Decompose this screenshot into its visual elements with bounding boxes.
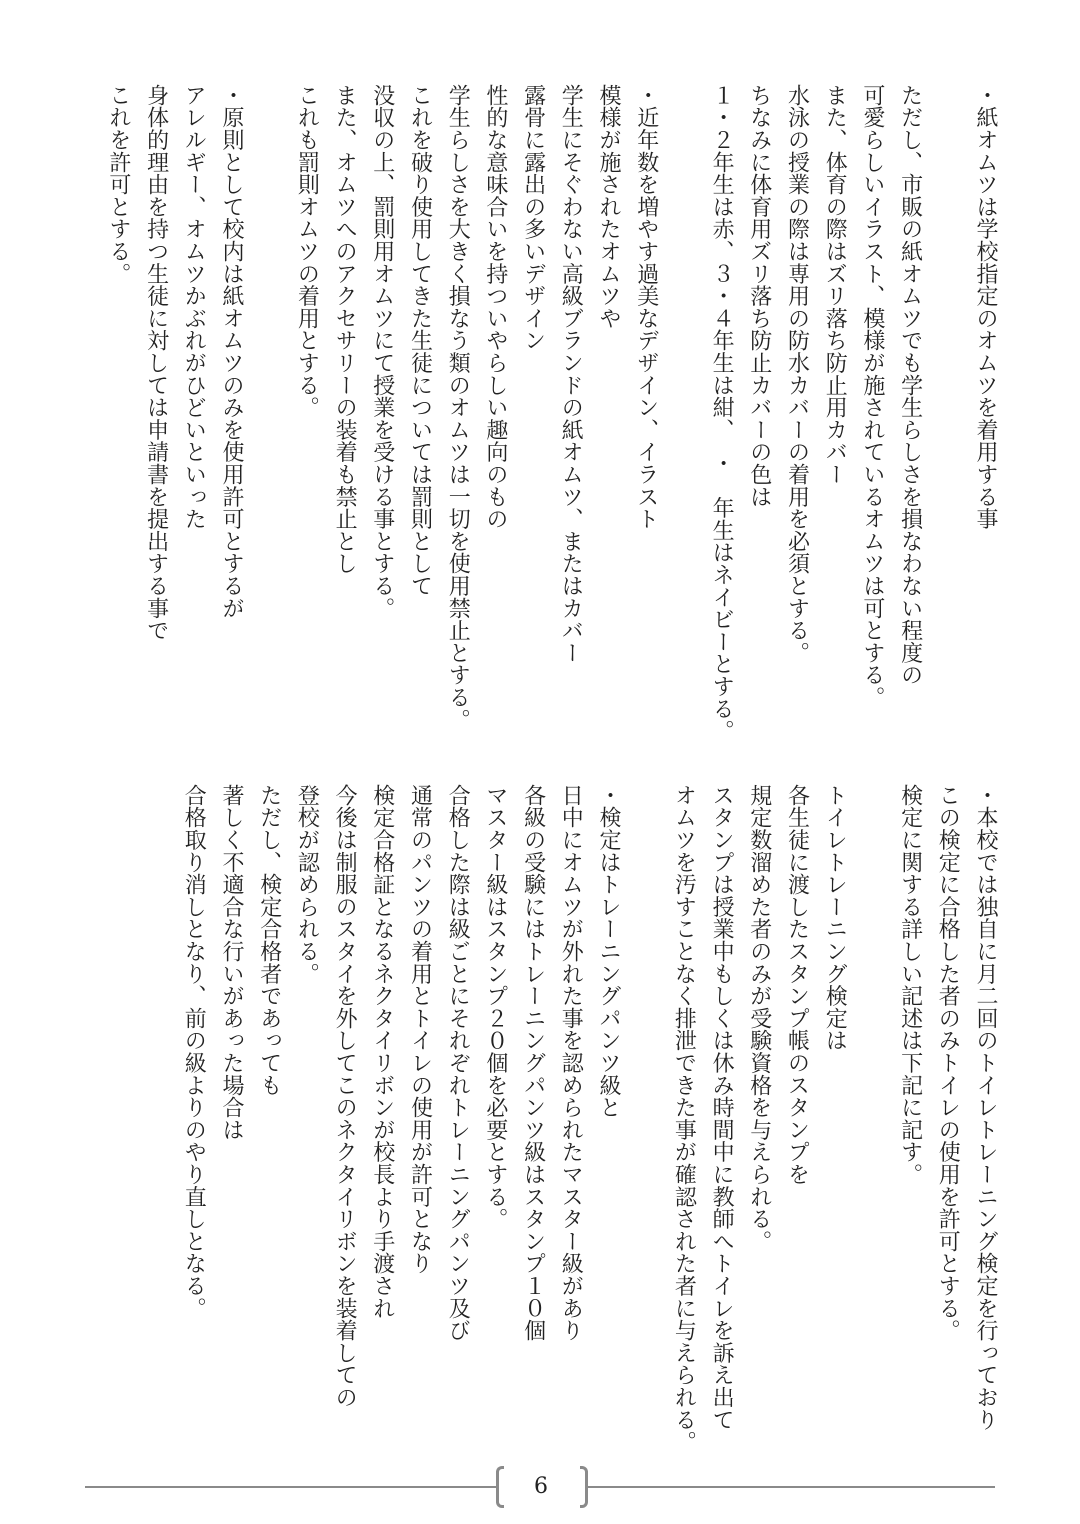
text-column: ちなみに体育用ズリ落ち防止カバーの色は xyxy=(746,84,772,508)
text-column: 身体的理由を持つ生徒に対しては申請書を提出する事で xyxy=(143,84,169,642)
footer-rule-right xyxy=(588,1486,995,1488)
text-column: 検定に関する詳しい記述は下記に記す。 xyxy=(897,784,923,1186)
text-column: 没収の上、罰則用オムツにて授業を受ける事とする。 xyxy=(369,84,395,620)
text-column: マスター級はスタンプ２０個を必要とする。 xyxy=(482,784,508,1230)
text-column: ただし、検定合格者であっても xyxy=(256,784,282,1097)
text-column: ・本校では独自に月二回のトイレトレーニング検定を行っており xyxy=(973,784,998,1431)
text-column: アレルギー、オムツかぶれがひどいといった xyxy=(181,84,207,530)
text-column: スタンプは授業中もしくは休み時間中に教師へトイレを訴え出て xyxy=(709,784,735,1431)
text-column: １・２年生は赤、３・４年生は紺、 ・ 年生はネイビーとする。 xyxy=(709,84,735,742)
text-column: 規定数溜めた者のみが受験資格を与えられる。 xyxy=(746,784,772,1253)
page-number: 6 xyxy=(534,1474,548,1499)
text-column: 合格した際は級ごとにそれぞれトレーニングパンツ及び xyxy=(445,784,471,1342)
text-column: この検定に合格した者のみトイレの使用を許可とする。 xyxy=(935,784,961,1342)
text-column: ただし、市販の紙オムツでも学生らしさを損なわない程度の xyxy=(897,84,923,687)
text-column: また、体育の際はズリ落ち防止用カバー xyxy=(822,84,848,486)
text-column: 登校が認められる。 xyxy=(294,784,320,985)
text-column: 各級の受験にはトレーニングパンツ級はスタンプ１０個 xyxy=(520,784,546,1342)
text-column: 通常のパンツの着用とトイレの使用が許可となり xyxy=(407,784,433,1275)
text-column: 日中にオムツが外れた事を認められたマスター級があり xyxy=(558,784,584,1342)
text-column: 露骨に露出の多いデザイン xyxy=(520,84,546,352)
text-column: 今後は制服のスタイを外してこのネクタイリボンを装着しての xyxy=(332,784,358,1409)
text-column: 各生徒に渡したスタンプ帳のスタンプを xyxy=(784,784,810,1186)
text-column: 著しく不適合な行いがあった場合は xyxy=(219,784,244,1141)
left-bracket-ornament xyxy=(496,1466,504,1508)
text-column: これを許可とする。 xyxy=(105,84,131,285)
text-column: ・近年数を増やす過美なデザイン、イラスト xyxy=(633,84,659,530)
text-column: 学生らしさを大きく損なう類のオムツは一切を使用禁止とする。 xyxy=(445,84,471,731)
text-column: 性的な意味合いを持ついやらしい趣向のもの xyxy=(482,84,508,530)
text-column: 検定合格証となるネクタイリボンが校長より手渡され xyxy=(369,784,395,1320)
text-column: 合格取り消しとなり、前の級よりのやり直しとなる。 xyxy=(181,784,207,1320)
text-column: また、オムツへのアクセサリーの装着も禁止とし xyxy=(332,84,358,575)
text-column: 模様が施されたオムツや xyxy=(596,84,621,330)
text-column: 水泳の授業の際は専用の防水カバーの着用を必須とする。 xyxy=(784,84,810,664)
text-column: オムツを汚すことなく排泄できた事が確認された者に与えられる。 xyxy=(671,784,697,1453)
text-column: ・原則として校内は紙オムツのみを使用許可とするが xyxy=(219,84,244,620)
footer-rule-left xyxy=(85,1486,496,1488)
text-column: 可愛らしいイラスト、模様が施されているオムツは可とする。 xyxy=(859,84,885,709)
text-column: これも罰則オムツの着用とする。 xyxy=(294,84,320,419)
text-column: ・検定はトレーニングパンツ級と xyxy=(596,784,621,1119)
text-column: トイレトレーニング検定は xyxy=(822,784,848,1052)
right-bracket-ornament xyxy=(580,1466,588,1508)
text-column: これを破り使用してきた生徒については罰則として xyxy=(407,84,433,597)
text-column: 学生にそぐわない高級ブランドの紙オムツ、またはカバー xyxy=(558,84,584,664)
text-column: ・紙オムツは学校指定のオムツを着用する事 xyxy=(973,84,998,530)
